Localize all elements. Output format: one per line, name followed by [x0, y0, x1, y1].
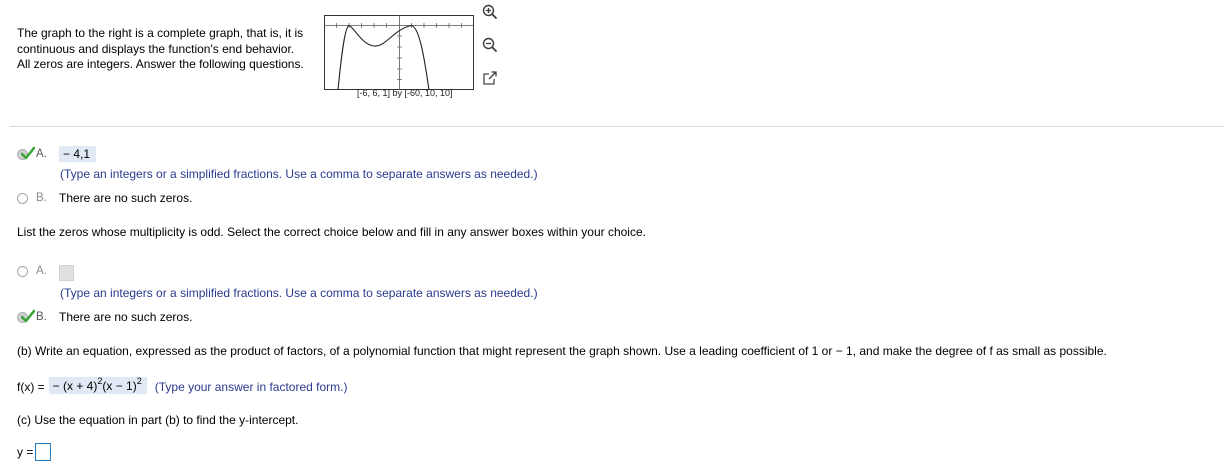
y-intercept-input[interactable]: [35, 443, 51, 461]
question-odd-multiplicity: List the zeros whose multiplicity is odd. Select the correct choice below and fill in any answer boxes within your choice.: [17, 225, 646, 239]
answer-value[interactable]: − 4,1: [59, 146, 96, 162]
equation-label: f(x) =: [17, 380, 45, 394]
radio-button[interactable]: [17, 266, 28, 277]
equation-exponent-1: 2: [97, 376, 103, 386]
radio-button[interactable]: [17, 193, 28, 204]
part-a2-option-a[interactable]: [17, 262, 74, 280]
question-part-b: (b) Write an equation, expressed as the product of factors, of a polynomial function that might represent the graph shown. Use a leading coefficient of 1 or − 1, and make the degree of f as small as possible.: [17, 344, 1107, 358]
question-part-c: (c) Use the equation in part (b) to find the y-intercept.: [17, 413, 299, 427]
answer-input[interactable]: [59, 265, 74, 281]
equation-factor-1: − (x + 4): [52, 379, 98, 393]
equation-factor-2: (x − 1): [102, 379, 137, 393]
intro-text: The graph to the right is a complete graph, that is, it is continuous and displays the function's end behavior. All zeros are integers. Answer the following questions.: [17, 26, 304, 71]
radio-button-selected[interactable]: [17, 149, 28, 160]
section-divider: [10, 126, 1224, 127]
checkmark-icon: [21, 309, 35, 323]
function-graph: [324, 15, 474, 90]
zoom-in-icon[interactable]: [480, 2, 500, 22]
answer-hint: (Type an integers or a simplified fractions. Use a comma to separate answers as needed.): [60, 286, 538, 300]
equation-answer[interactable]: [49, 377, 147, 394]
choice-letter: B.: [36, 192, 47, 204]
part-a1-option-b[interactable]: [17, 189, 192, 207]
part-a1-option-a[interactable]: [17, 145, 96, 163]
choice-letter: B.: [36, 311, 47, 323]
graph-caption: [-6, 6, 1] by [-60, 10, 10]: [357, 88, 453, 98]
radio-button-selected[interactable]: [17, 312, 28, 323]
checkmark-icon: [21, 146, 35, 160]
choice-letter: A.: [36, 148, 47, 160]
equation-exponent-2: 2: [136, 376, 142, 386]
choice-letter: A.: [36, 265, 47, 277]
choice-text: There are no such zeros.: [59, 310, 193, 324]
zoom-out-icon[interactable]: [480, 35, 500, 55]
answer-hint: (Type an integers or a simplified fractions. Use a comma to separate answers as needed.): [60, 167, 538, 181]
equation-hint: (Type your answer in factored form.): [154, 380, 348, 394]
y-intercept-row: [17, 443, 51, 461]
part-a2-option-b[interactable]: [17, 308, 192, 326]
choice-text: There are no such zeros.: [59, 191, 193, 205]
y-intercept-label: y =: [17, 445, 34, 459]
equation-row: [17, 377, 347, 394]
popout-icon[interactable]: [480, 68, 500, 88]
